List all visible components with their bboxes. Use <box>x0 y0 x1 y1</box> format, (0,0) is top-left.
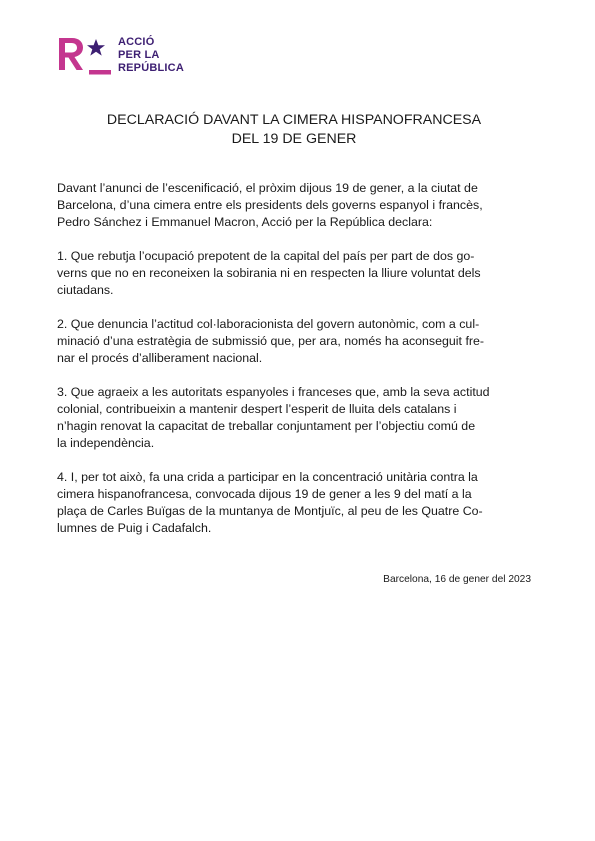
text-line: 1. Que rebutja l’ocupació prepotent de la capital del país per part de dos go- <box>57 249 475 263</box>
text-line: colonial, contribueixin a mantenir despert l’esperit de lluita dels catalans i <box>57 402 457 416</box>
text-line: la independència. <box>57 436 155 450</box>
title-line: DEL 19 DE GENER <box>231 131 357 147</box>
logo-line: REPÚBLICA <box>118 62 184 74</box>
text-line: minació d’una estratègia de submissió que, per ara, només ha aconseguit fre- <box>57 334 485 348</box>
text-line: cimera hispanofrancesa, convocada dijous 19 de gener a les 9 del matí a la <box>57 487 472 501</box>
text-line: nar el procés d’alliberament nacional. <box>57 351 263 365</box>
logo-line: ACCIÓ <box>118 36 155 48</box>
text-line: Barcelona, d’una cimera entre els presidents dels governs espanyol i francès, <box>57 198 483 212</box>
text-line: verns que no en reconeixen la sobirania ni en respecten la lliure voluntat dels <box>57 266 481 280</box>
logo-r-star-icon <box>58 34 116 78</box>
declaration-point-2 <box>57 316 527 367</box>
text-line: Pedro Sánchez i Emmanuel Macron, Acció per la República declara: <box>57 215 433 229</box>
text-line: Davant l’anunci de l’escenificació, el pròxim dijous 19 de gener, a la ciutat de <box>57 181 478 195</box>
title-line: DECLARACIÓ DAVANT LA CIMERA HISPANOFRANCESA <box>106 112 482 128</box>
document-title <box>0 111 588 149</box>
logo-line: PER LA <box>118 49 160 61</box>
text-line: 2. Que denuncia l’actitud col·laboracionista del govern autonòmic, com a cul- <box>57 317 480 331</box>
declaration-point-1 <box>57 248 527 299</box>
text-line: lumnes de Puig i Cadafalch. <box>57 521 212 535</box>
text-line: n’hagin renovat la capacitat de treballar conjuntament per l’objectiu comú de <box>57 419 476 433</box>
place-and-date: Barcelona, 16 de gener del 2023 <box>383 574 531 585</box>
declaration-point-4 <box>57 469 527 537</box>
text-line: 3. Que agraeix a les autoritats espanyoles i franceses que, amb la seva actitud <box>57 385 490 399</box>
declaration-point-3 <box>57 384 527 452</box>
document-body <box>57 180 527 554</box>
logo-wordmark <box>118 36 238 75</box>
text-line: plaça de Carles Buïgas de la muntanya de Montjuïc, al peu de les Quatre Co- <box>57 504 483 518</box>
text-line: ciutadans. <box>57 283 114 297</box>
text-line: 4. I, per tot això, fa una crida a participar en la concentració unitària contra la <box>57 470 478 484</box>
intro-paragraph <box>57 180 527 231</box>
